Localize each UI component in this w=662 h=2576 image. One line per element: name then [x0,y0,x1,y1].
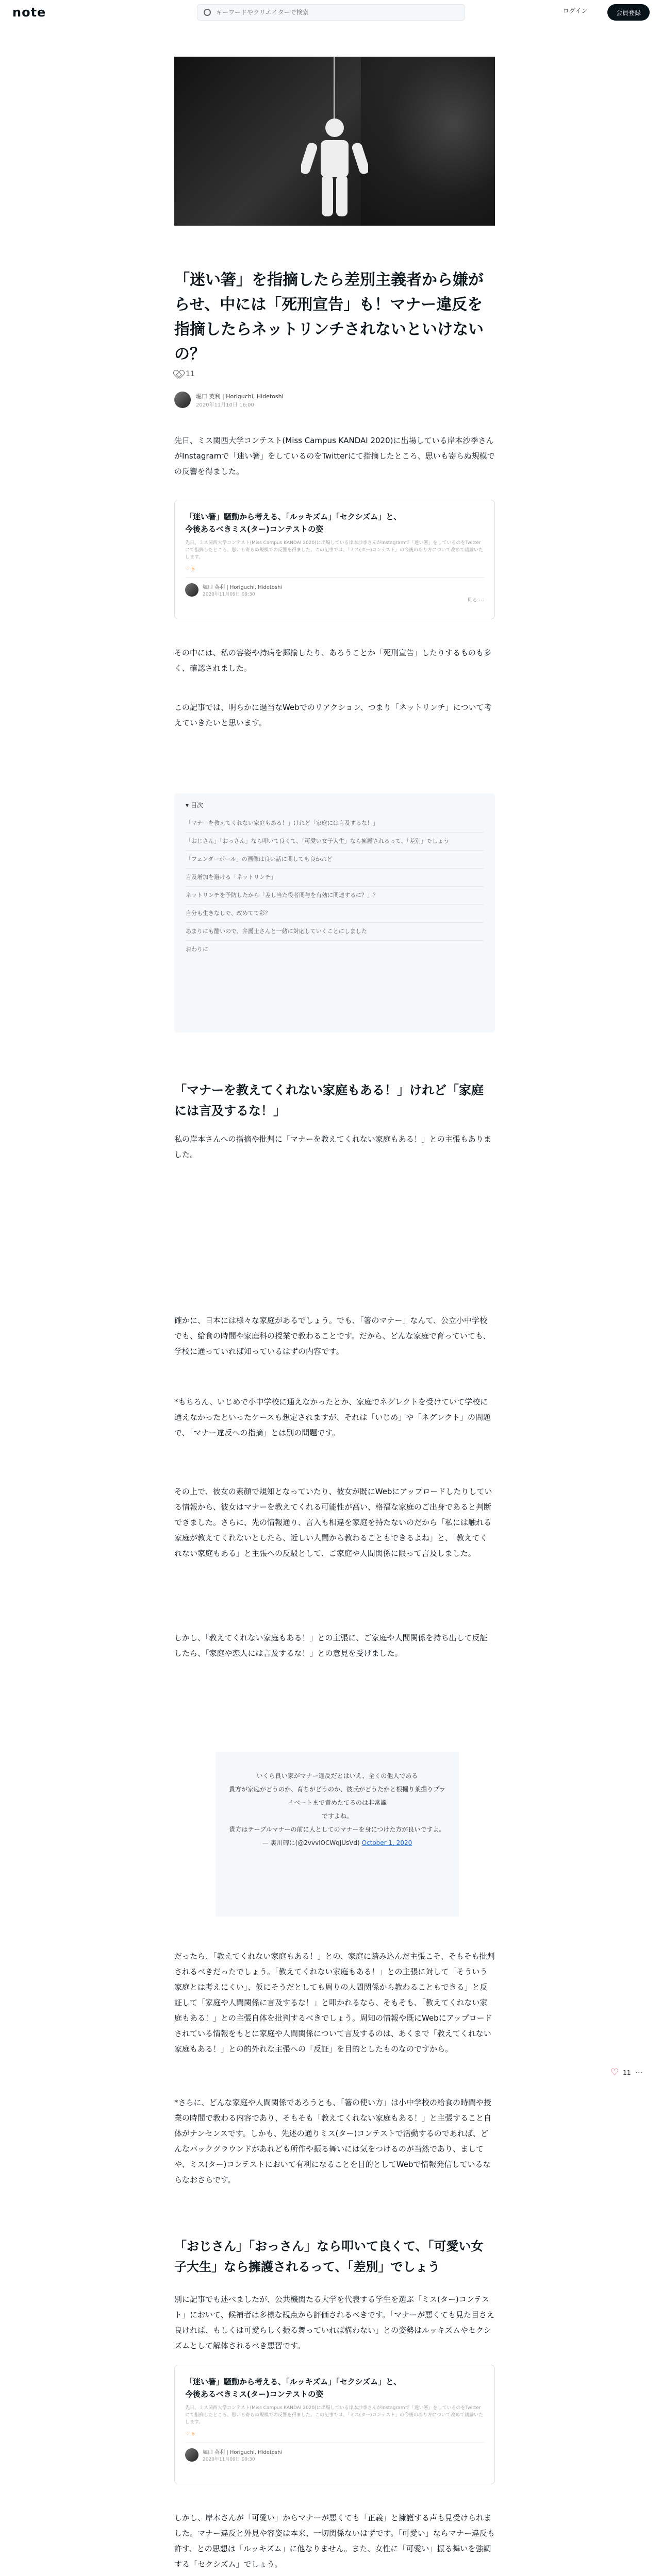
embed-title[interactable]: 「迷い箸」騒動から考える、「ルッキズム」「セクシズム」と、今後あるべきミス(ター)コンテストの姿 [185,2377,402,2399]
embed-author-name: 堀口 英利 | Horiguchi, Hidetoshi [203,2450,283,2455]
paragraph-4: 私の岸本さんへの指摘や批判に「マナーを教えてくれない家庭もある！」との主張もありました。 [174,1134,491,1159]
embedded-tweet[interactable] [216,1752,459,1917]
toc-header[interactable]: ▾ 目次 [186,802,203,809]
embed-like: ♡ 6 [185,2431,195,2437]
tweet-date-link[interactable]: October 1, 2020 [361,1839,412,1846]
search-icon [204,9,211,16]
author-name[interactable]: 堀口 英利 | Horiguchi, Hidetoshi [196,393,284,400]
paragraph-10: *さらに、どんな家庭や人間関係であろうとも、「箸の使い方」は小中学校の給食の時間や授業の時間で教わる内容であり、そもそも「教えてくれない家庭もある！」と主張すること自体がナンセンスです。しかも、先述の通りミス(ター)コンテストで活動するのであれば、どんなバックグラウンドがあれども所作や振る舞いには気をつけるのが当然であり、ましてや、ミス(ター)コンテストにおいて有利になることを目的としてWebで情報発信しているならなおさらです。 [174,2098,492,2184]
embed-author-name: 堀口 英利 | Horiguchi, Hidetoshi [203,585,283,590]
paragraph-8: しかし、「教えてくれない家庭もある！」との主張に、ご家庭や人間関係を持ち出して反証したら、「家庭や恋人には言及するな！」との意見を受けました。 [174,1633,488,1658]
embed-author [185,2448,484,2462]
toc-item[interactable]: 「マナーを教えてくれない家庭もある！」けれど「家庭には言及するな！」 [186,815,484,833]
embed-like: ♡ 6 [185,566,195,572]
embedded-article-card-2[interactable] [174,2365,495,2484]
figure-icon [301,117,368,221]
embed-description: 先日、ミス関西大学コンテスト(Miss Campus KANDAI 2020)に出場している岸本沙季さんがInstagramで「迷い箸」をしているのをTwitterにて指摘したところ、思いも寄らぬ規模での反響を得ました。この記事では、「ミス(ター)コンテスト」の今後のあり方について改めて議論いたします。 [185,2405,483,2425]
toc-item[interactable]: 自分も生きなしで、改めてて彩？ [186,905,484,923]
embed-divider [185,2442,484,2443]
search-box[interactable] [197,4,465,21]
article-title: 「迷い箸」を指摘したら差別主義者から嫌がらせ、中には「死刑宣告」も！マナー違反を指摘したらネットリンチされないといけないの？ [174,271,484,363]
table-of-contents[interactable] [174,793,495,1032]
paragraph-5: 確かに、日本には様々な家庭があるでしょう。でも、「箸のマナー」なんて、公立小中学校でも、給食の時間や家庭科の授業で教わることです。だから、どんな家庭で育っていても、学校に通っていれば知っているはずの内容です。 [174,1316,491,1356]
like-counter[interactable] [174,370,195,378]
embed-avatar [185,583,198,597]
tweet-line: ですよね。 [321,1812,353,1820]
publish-date: 2020年11月10日 16:00 [196,402,254,408]
hanging-string [334,57,335,124]
embed-more-link[interactable]: 見る ⋯ [467,598,484,603]
embed-author [185,583,484,597]
embed-avatar [185,2448,198,2462]
section-heading-2: 「おじさん」「おっさん」なら叩いて良くて、「可愛い女子大生」なら擁護されるって、「差別」でしょう [174,2239,484,2274]
paragraph-11: 別に記事でも述べましたが、公共機関たる大学を代表する学生を選ぶ「ミス(ター)コンテスト」において、候補者は多様な観点から評価されるべきです。「マナーが悪くても見た目さえ良ければ、もしくは可愛らしく振る舞っていれば構わない」との姿勢はルッキズムやセクシズムとして解体されるべき悪習です。 [174,2295,495,2350]
embed-divider [185,577,484,578]
toc-item[interactable]: 「フェンダーポール」の画像は良い話に関しても良かれど [186,851,484,869]
paragraph-6: *もちろん、いじめで小中学校に通えなかったとか、家庭でネグレクトを受けていて学校に通えなかったといったケースも想定されますが、それは「いじめ」や「ネグレクト」の問題で、「マナー違反への指摘」とは別の問題です。 [174,1397,491,1437]
paragraph-7: その上で、彼女の素顔で規知となっていたり、彼女が既にWebにアップロードしたりしている情報から、彼女はマナーを教えてくれる可能性が高い、格福な家庭のご出身であると判断できました。さらに、先の情報通り、言入も相違を家庭を持たないのだから「私には触れる家庭が教えてくれないとしたら、近しい人間から教わることもできるよね」と、「教えてくれない家庭もある」と主張への反駁として、ご家庭や人間関係に限って言及しました。 [174,1487,492,1558]
paragraph-1: 先日、ミス関西大学コンテスト(Miss Campus KANDAI 2020)に出場している岸本沙季さんがInstagramで「迷い箸」をしているのをTwitterにて指摘したところ、思いも寄らぬ規模での反響を得ました。 [174,436,495,476]
embed-like-count: 6 [191,566,195,572]
toc-item[interactable]: 「おじさん」「おっさん」なら叩いて良くて、「可愛い女子大生」なら擁護されるって、「差別」でしょう [186,833,484,851]
paragraph-12: しかし、岸本さんが「可愛い」からマナーが悪くても「正義」と擁護する声も見受けられました。マナー違反と外見や容姿は本来、一切関係ないはずです。「可愛い」ならマナー違反も許す、との思想は「ルッキズム」に他なりません。また、女性に「可愛い」振る舞いを強調する「セクシズム」でしょう。 [174,2513,495,2569]
header [0,0,662,25]
embed-title[interactable]: 「迷い箸」騒動から考える、「ルッキズム」「セクシズム」と、今後あるべきミス(ター)コンテストの姿 [185,512,402,534]
floating-like-bar[interactable] [610,2067,643,2078]
search-input[interactable] [216,9,453,16]
tweet-line: いくら良い家がマナー違反だとはいえ、全くの他人である [256,1772,418,1780]
toc-item[interactable]: あまりにも酷いので、弁護士さんと一緒に対応していくことにしました [186,923,484,941]
more-options-icon[interactable]: ⋯ [635,2067,643,2077]
embed-date: 2020年11月09日 09:30 [203,592,255,597]
floating-like-count: 11 [623,2069,631,2076]
login-link[interactable]: ログイン [563,7,588,14]
embed-description: 先日、ミス関西大学コンテスト(Miss Campus KANDAI 2020)に出場している岸本沙季さんがInstagramで「迷い箸」をしているのをTwitterにて指摘したところ、思いも寄らぬ規模での反響を得ました。この記事では、「ミス(ター)コンテスト」の今後のあり方について改めて議論いたします。 [185,540,483,560]
heart-icon[interactable] [174,370,183,378]
tweet-line: 貴方はテーブルマナーの前に人としてのマナーを身につけた方が良いですよ。 [229,1826,445,1833]
embed-date: 2020年11月09日 09:30 [203,2457,255,2462]
paragraph-9: だったら、「教えてくれない家庭もある！」との、家庭に踏み込んだ主張こそ、そもそも批判されるべきだったでしょう。「教えてくれない家庭もある！」との主張に対して「そういう家庭とは考えにくい」、仮にそうだとしても周りの人間関係から教わることもできる」と反証して「家庭や人間関係に言及するな！」と叩かれるなら、そもそも、「教えてくれない家庭もある！」との主張自体を批判するべきでしょう。周知の情報や既にWebにアップロードされている情報をもとに家庭や人間関係について言及するのは、あくまで「教えてくれない家庭もある！」との的外れな主張への「反証」を目的としたものなのですから。 [174,1952,495,2054]
toc-item[interactable]: ネットリンチを予防したから「差し当た役者関与を有効に関連するに？」？ [186,887,484,905]
avatar[interactable] [174,392,191,408]
tweet-author[interactable]: — 裏川碑に(@2vvvlOCWqjUsVd) [262,1839,360,1846]
tweet-source [228,1836,446,1850]
like-count: 11 [186,370,195,378]
toc-item[interactable]: おわりに [186,946,208,953]
author-block[interactable] [174,392,284,408]
section-heading-1: 「マナーを教えてくれない家庭もある！」けれど「家庭には言及するな！」 [174,1083,484,1118]
note-logo[interactable]: note [12,5,46,20]
embed-like-count: 6 [191,2431,195,2437]
heart-icon[interactable]: ♡ [610,2067,619,2078]
paragraph-2: その中には、私の容姿や持病を揶揄したり、あろうことか「死刑宣告」したりするものも多く、確認されました。 [174,648,492,673]
toc-item[interactable]: 言及増加を避ける「ネットリンチ」 [186,869,484,887]
tweet-line: 貴方が家庭がどうのか、育ちがどうのか、彼氏がどうたかと根掘り葉掘りプライベートまで責めたてるのは非常識 [228,1786,445,1806]
hero-background-figure [361,57,495,226]
hero-image [174,57,495,226]
paragraph-3: この記事では、明らかに過当なWebでのリアクション、つまり「ネットリンチ」について考えていきたいと思います。 [174,703,492,727]
register-button[interactable]: 会員登録 [607,4,650,21]
embedded-article-card[interactable] [174,500,495,619]
